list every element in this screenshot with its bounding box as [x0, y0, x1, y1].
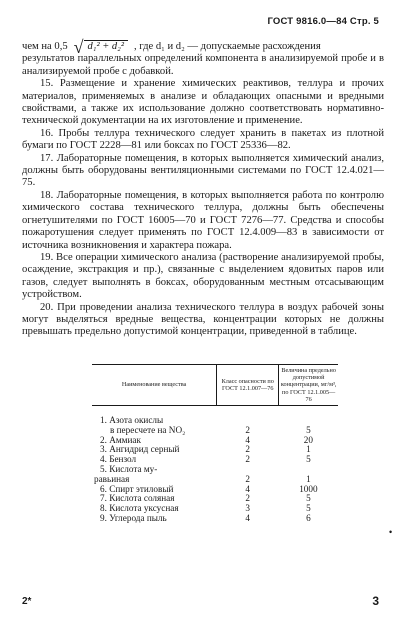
hazard-table	[92, 364, 338, 524]
paragraph-19: 19. Все операции химического анализа (растворение анализируемой пробы, осаждение, экстракция и пр.), связанные с выделением ядовитых паров или газов, следует выполнять в боксах, оборудованным местным отсасывающим устройством.	[22, 251, 384, 301]
max-concentration: 6	[306, 512, 311, 523]
paragraph-15: 15. Размещение и хранение химических реактивов, теллура и прочих материалов, применяемых в анализе и обладающих опасными и вредными свойствами, а также их использование должно соответствовать нормативно-технической документации на их изготовление и применение.	[22, 78, 384, 127]
page-number: 3	[372, 594, 379, 608]
table-row	[92, 514, 338, 524]
hazard-class: 4	[245, 434, 251, 445]
formula-suffix: , где d₁ и d₂ — допускаемые расхождения	[133, 40, 321, 52]
substance-name-text: 6. Спирт этиловый	[100, 483, 174, 494]
substance-name-text: в пересчете на NO₂	[110, 424, 186, 435]
hazard-class: 4	[245, 483, 251, 494]
page-header: ГОСТ 9816.0—84 Стр. 5	[267, 16, 379, 27]
hazard-class: 3	[245, 503, 251, 514]
substance-name-text: 3. Ангидрид серный	[100, 444, 180, 455]
body-text	[22, 36, 384, 339]
substance-name-text: 9. Углерода пыль	[100, 512, 167, 523]
max-concentration: 5	[306, 454, 311, 465]
table-body	[92, 406, 338, 524]
substance-name-text: 4. Бензол	[100, 454, 137, 465]
paragraph-16: 16. Пробы теллура технического следует хранить в пакетах из плотной бумаги по ГОСТ 2228—81 или боксах по ГОСТ 25336—82.	[22, 127, 384, 152]
substance-name-text: 7. Кислота соляная	[100, 493, 175, 504]
max-concentration: 20	[303, 434, 313, 445]
substance-name-text: 8. Кислота уксусная	[100, 503, 179, 514]
substance-name	[92, 514, 217, 524]
substance-name-text: 2. Аммиак	[100, 434, 141, 445]
formula-prefix: чем на 0,5	[22, 40, 68, 52]
max-concentration: 1	[306, 444, 311, 455]
paragraph-17: 17. Лабораторные помещения, в которых выполняется химический анализ, должны быть оборудованы вентиляционными системами по ГОСТ 12.4.021—75.	[22, 152, 384, 189]
hazard-class: 2	[245, 444, 251, 455]
signature-mark: 2*	[22, 596, 32, 607]
header-substance: Наименование вещества	[92, 365, 217, 406]
max-concentration: 5	[306, 424, 311, 435]
hazard-class	[217, 406, 279, 426]
radicand: d₁² + d₂²	[84, 40, 128, 53]
substance-name	[92, 406, 217, 426]
max-concentration: 5	[306, 493, 311, 504]
max-concentration	[279, 406, 338, 426]
substance-name-text: 5. Кислота му-	[100, 464, 158, 474]
hazard-class: 2	[245, 454, 251, 465]
header-hazard-class: Класс опасности по ГОСТ 12.1.007—76	[217, 365, 279, 406]
table-header-row	[92, 365, 338, 406]
header-max-concentration: Величина предельно допустимой концентрации, мг/м³, по ГОСТ 12.1.005—76	[279, 365, 338, 406]
hazard-class: 2	[245, 424, 251, 435]
square-root-expression	[73, 36, 128, 57]
paragraph-20: 20. При проведении анализа технического теллура в воздух рабочей зоны могут выделяться вредные вещества, концентрации которых не должны превышать предельно допустимой концентрации, приведенной в таблице.	[22, 301, 384, 338]
hazard-class: 4	[245, 512, 251, 523]
paragraph-18: 18. Лабораторные помещения, в которых выполняется работа по контролю химического состава технического теллура, должны быть обеспечены огнетушителями по ГОСТ 16005—70 и ГОСТ 7276—77. Средства и способы пожаротушения следует применять по ГОСТ 12.4.009—83 в зависимости от источника возникновения и характера пожара.	[22, 189, 384, 251]
radical-sign-icon: √	[73, 36, 84, 57]
table-row	[92, 406, 338, 426]
hazard-class: 2	[245, 493, 251, 504]
max-concentration: 5	[306, 503, 311, 514]
max-concentration: 1000	[299, 483, 318, 494]
substance-name-text: равьиная	[94, 473, 130, 484]
margin-dot: •	[389, 527, 393, 537]
formula-line	[22, 36, 384, 57]
substance-name-text: 1. Азота окислы	[100, 415, 164, 426]
paragraph-14-continuation: результатов параллельных определений компонента в анализируемой пробе и в анализируемой пробе с добавкой.	[22, 53, 384, 77]
max-concentration: 1	[306, 473, 311, 484]
hazard-class: 2	[245, 473, 251, 484]
